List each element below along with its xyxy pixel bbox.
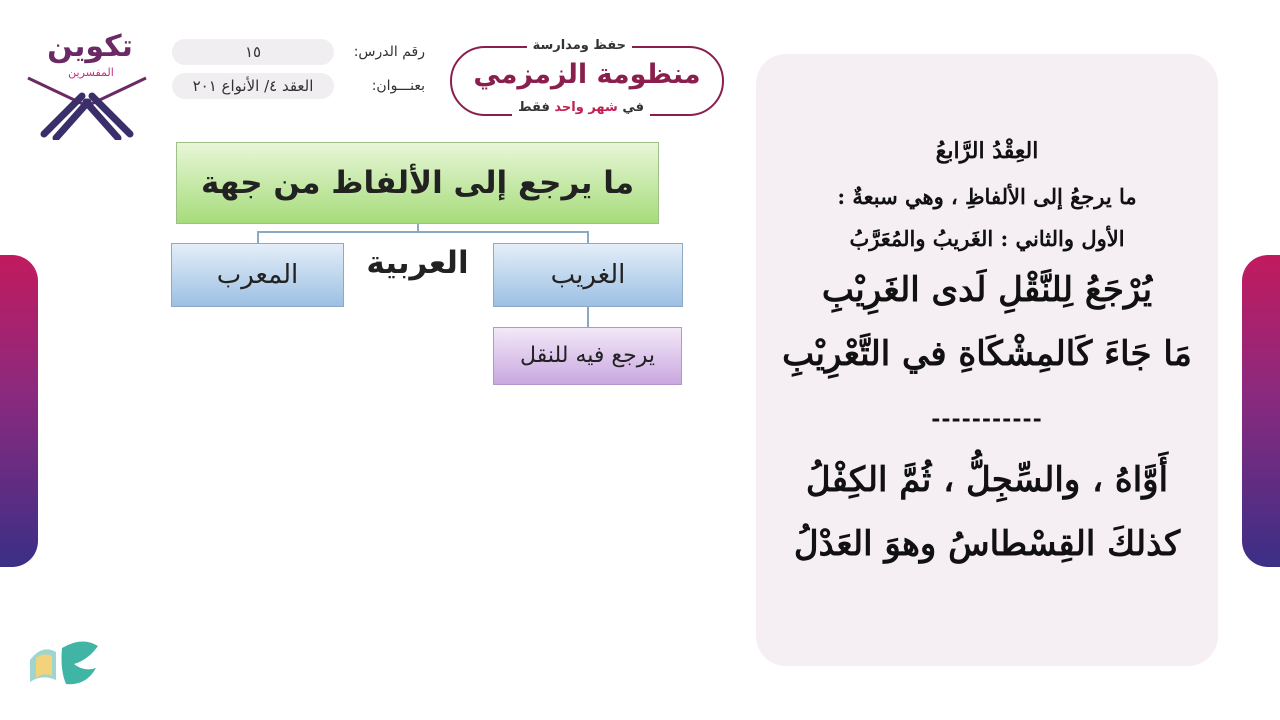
open-book-icon <box>22 60 152 140</box>
badge-bottom-post: فقط <box>518 100 555 115</box>
poem-line-3: الأول والثاني : الغَريبُ والمُعَرَّبُ <box>849 226 1125 251</box>
badge-bottom-text <box>512 100 650 116</box>
badge-bottom-pre: في <box>617 100 644 115</box>
right-side-decoration <box>1242 255 1280 567</box>
mindmap-root: ما يرجع إلى الألفاظ من جهة العربية <box>176 142 659 224</box>
manzuma-badge <box>450 38 724 116</box>
mindmap-branch-muarrab: المعرب <box>171 243 344 307</box>
lesson-number-label: رقم الدرس: <box>353 44 425 60</box>
poem-heading: العِقْدُ الرَّابعُ <box>935 138 1039 164</box>
poem-verse-2: مَا جَاءَ كَالمِشْكَاةِ في التَّعْرِيْبِ <box>782 334 1192 374</box>
mindmap-leaf: يرجع فيه للنقل <box>493 327 682 385</box>
connector-leaf <box>587 307 589 327</box>
poem-separator: ----------- <box>931 406 1043 432</box>
poem-verse-3: أَوَّاهُ ، والسِّجِلُّ ، ثُمَّ الكِفْلُ <box>805 460 1169 500</box>
connector-left-down <box>257 231 259 243</box>
poem-line-2: ما يرجعُ إلى الألفاظِ ، وهي سبعةٌ : <box>837 184 1137 209</box>
badge-bottom-highlight: شهر واحد <box>554 100 618 115</box>
lesson-title-value: العقد ٤/ الأنواع ٢٠١ <box>172 73 334 99</box>
brand-mark-icon <box>22 630 104 694</box>
logo-subtitle: المفسرين <box>68 66 114 79</box>
badge-top-text: حفظ ومدارسة <box>527 37 632 55</box>
poem-verse-4: كذلكَ القِسْطاسُ وهوَ العَدْلُ <box>793 524 1181 564</box>
lesson-number-value: ١٥ <box>172 39 334 65</box>
connector-horizontal <box>257 231 589 233</box>
badge-title: منظومة الزمزمي <box>473 59 701 90</box>
left-side-decoration <box>0 255 38 567</box>
poem-card <box>756 54 1218 666</box>
takween-logo <box>22 30 152 140</box>
logo-word: تكوين <box>47 29 133 64</box>
lesson-title-label: بعنـــوان: <box>371 78 425 94</box>
connector-right-down <box>587 231 589 243</box>
mindmap-branch-gharib: الغريب <box>493 243 683 307</box>
poem-verse-1: يُرْجَعُ لِلنَّقْلِ لَدى الغَرِيْبِ <box>821 270 1153 310</box>
